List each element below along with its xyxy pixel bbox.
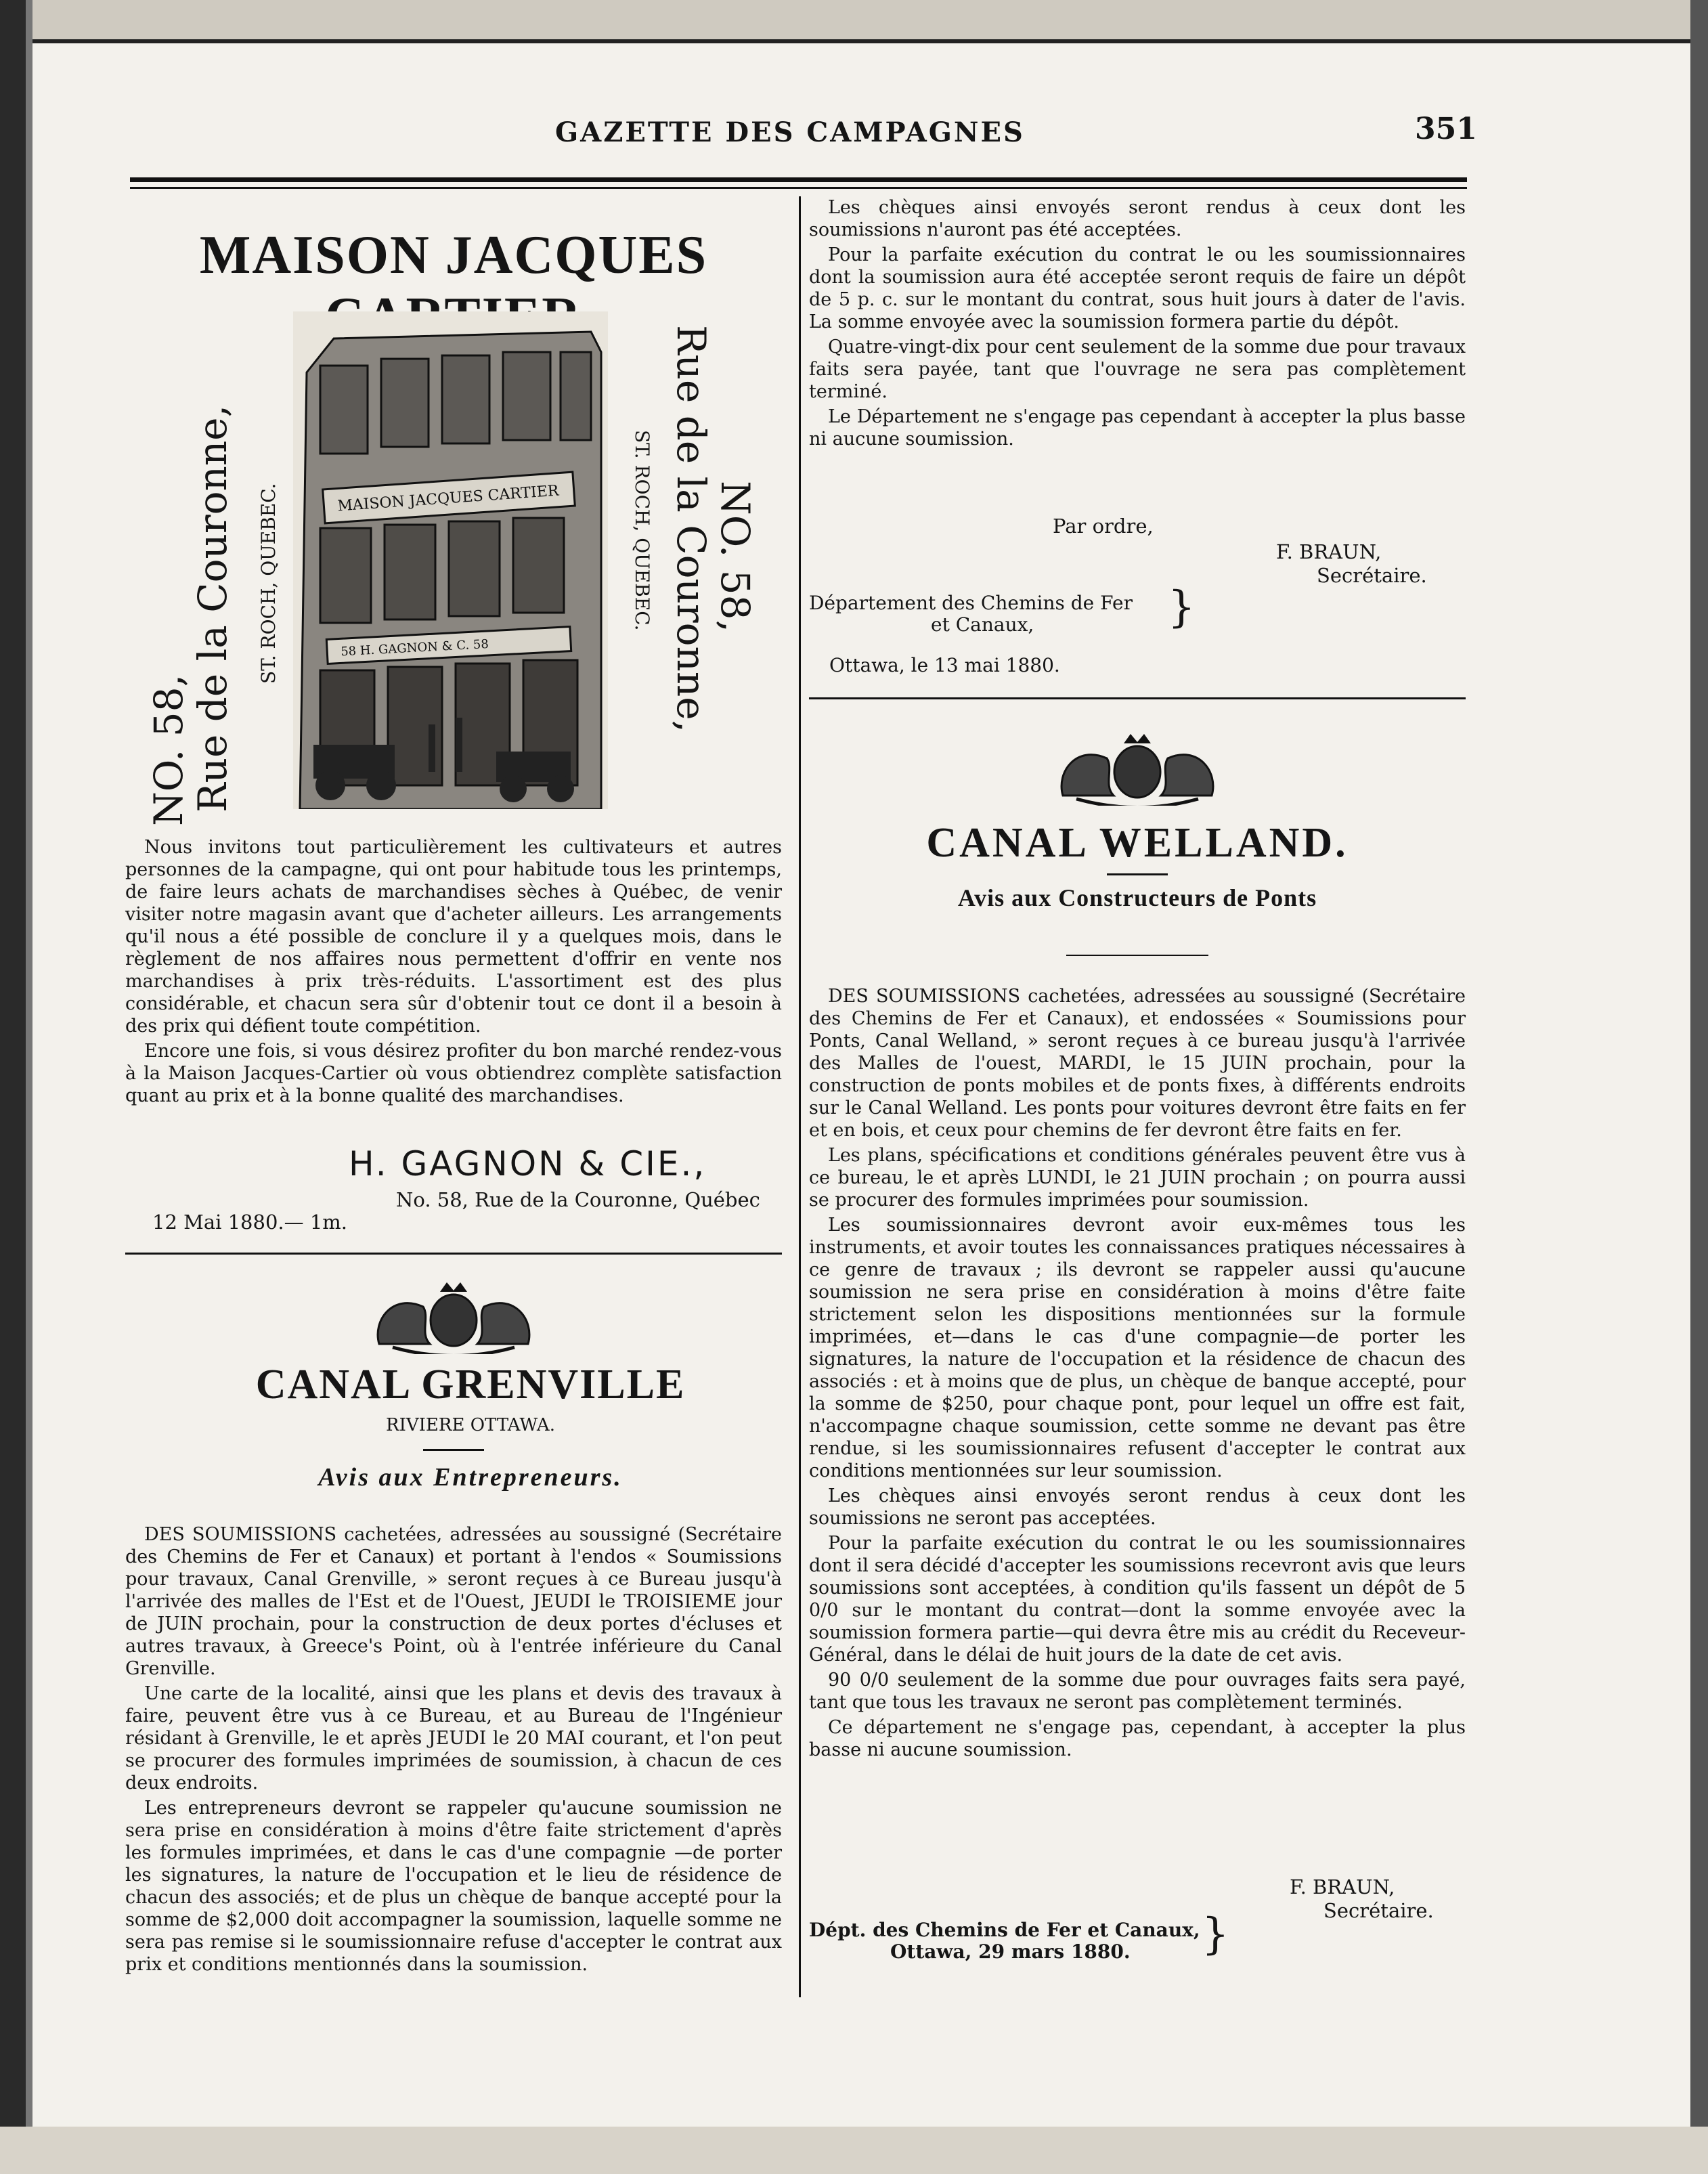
right-section-rule <box>809 697 1466 699</box>
grenville-paragraph-2: Une carte de la localité, ainsi que les plans et devis des travaux à faire, peuvent être vus à ce Bureau, et au Bureau de l'Ingénieur résidant à Grenville, le et après JEUDI le 20 MAI courant, et l'on peut se procurer des formules imprimées de soumission, à chacun de ces deux endroits. <box>125 1683 782 1793</box>
header-rule-thick <box>130 177 1467 182</box>
scan-right-border <box>1690 0 1708 2174</box>
scan-bottom-margin <box>0 2127 1708 2174</box>
maison-title: MAISON JACQUES <box>199 225 708 285</box>
place-date-2: Ottawa, 29 mars 1880. <box>890 1940 1131 1963</box>
grenville-paragraph-1: DES SOUMISSIONS cachetées, adressées au soussigné (Secrétaire des Chemins de Fer et Canaux) et portant à l'endos « Soumissions pour travaux, Canal Grenville, » seront reçues à ce Bureau jusqu'à l'arrivée des malles de l'Est et de l'Ouest, JEUDI le TROISIEME jour de JUIN prochain, pour la construction de deux portes d'écluses et autres travaux, à Greece's Point, où à l'entrée inférieure du Canal Grenville. <box>125 1524 782 1679</box>
column-divider <box>799 196 801 1997</box>
welland-paragraph-3: Les soumissionnaires devront avoir eux-mêmes tous les instruments, et avoir toutes les connaissances pratiques nécessaires à ce genre de travaux ; ils devront se rappeler aussi qu'aucune soumission ne sera prise en considération à moins d'être faite strictement selon les dispositions mentionnées sur la formule imprimées, et—dans le cas d'une compagnie—de porter les signatures, la nature de l'occupation et la résidence de chacun des associés : et à moins que de plus, un chèque de banque accepté, pour la somme de $250, pour chaque pont, pour lequel un offre est fait, n'accompagne chaque soumission, cette somme ne devant pas être rendue, si les soumissionnaires refusent d'accepter le contrat aux conditions mentionnées sur leur soumission. <box>809 1215 1466 1481</box>
grenville-heading: Avis aux Entrepreneurs. <box>318 1463 623 1492</box>
right-top-paragraph-4: Le Département ne s'engage pas cependant à accepter la plus basse ni aucune soumission. <box>809 406 1466 450</box>
maison-date: 12 Mai 1880.— 1m. <box>152 1211 348 1234</box>
royal-crest-grenville <box>366 1280 542 1354</box>
page-number: 351 <box>1415 112 1477 146</box>
welland-body <box>809 985 1466 1761</box>
engraving-sign-upper: MAISON JACQUES CARTIER <box>336 482 560 515</box>
welland-paragraph-4: Les chèques ainsi envoyés seront rendus à ceux dont les soumissions ne seront pas acceptées. <box>809 1485 1466 1529</box>
welland-paragraph-7: Ce département ne s'engage pas, cependant, à accepter la plus basse ni aucune soumission. <box>809 1717 1466 1760</box>
department-bracket-2: } <box>1202 1909 1229 1959</box>
royal-crest-welland <box>1049 731 1225 806</box>
right-top-paragraph-1: Les chèques ainsi envoyés seront rendus à ceux dont les soumissions n'auront pas été acceptées. <box>809 197 1466 240</box>
welland-paragraph-5: Pour la parfaite exécution du contrat le ou les soumissionnaires dont il sera décidé d'accepter les soumissions recevront avis que leurs soumissions sont acceptées, à condition qu'ils fassent un dépôt de 5 0/0 sur le montant du contrat—dont la somme envoyée avec la soumission formera partie—qui devra être mis au crédit du Receveur-Général, dans le délai de huit jours de la date de cet avis. <box>809 1533 1466 1666</box>
maison-paragraph-1: Nous invitons tout particulièrement les cultivateurs et autres personnes de la campagne, qui ont pour habitude tous les printemps, de faire leurs achats de marchandises sèches à Québec, de venir visiter notre magasin avant que d'acheter ailleurs. Les arrangements qu'il nous a été possible de conclure il y a quelques mois, dans le règlement de nos affaires nous permettent d'offrir en vente nos marchandises à prix très-réduits. L'assortiment est des plus considérable, et chacun sera sûr d'obtenir tout ce dont il a besoin à des prix qui défient toute compétition. <box>125 837 782 1037</box>
signature-braun-2: F. BRAUN, <box>1290 1875 1395 1898</box>
signature-braun-1: F. BRAUN, <box>1276 540 1382 563</box>
left-section-rule <box>125 1253 782 1255</box>
scan-top-border <box>0 39 1708 43</box>
department-line-2: et Canaux, <box>931 613 1034 636</box>
side-city-right: ST. ROCH, QUEBEC. <box>631 430 653 631</box>
welland-paragraph-1: DES SOUMISSIONS cachetées, adressées au soussigné (Secrétaire des Chemins de Fer et Canaux), et endossées « Soumissions pour Ponts, Canal Welland, » seront reçues à ce bureau jusqu'à l'arrivée des Malles de l'ouest, MARDI, le 15 JUIN prochain, pour la construction de ponts mobiles et de ponts fixes, à différents endroits sur le Canal Welland. Les ponts pour voitures devront être faits en fer et en bois, et ceux pour chemins de fer devront être faits en fer. <box>809 986 1466 1141</box>
welland-rule <box>1107 873 1168 875</box>
scan-left-border-inner <box>26 0 32 2174</box>
side-number-left: NO. 58, <box>146 674 192 826</box>
scan-left-border <box>0 0 26 2174</box>
department-block-1 <box>809 592 1133 636</box>
par-ordre: Par ordre, <box>1053 515 1154 538</box>
department-line-3: Dépt. des Chemins de Fer et Canaux, <box>809 1919 1200 1941</box>
place-date-1: Ottawa, le 13 mai 1880. <box>829 654 1060 676</box>
department-line-1: Département des Chemins de Fer <box>809 592 1133 614</box>
page-header-title: GAZETTE DES CAMPAGNES <box>555 116 1025 148</box>
department-block-2 <box>809 1919 1200 1963</box>
grenville-title: CANAL GRENVILLE <box>255 1362 686 1408</box>
grenville-subtitle: RIVIERE OTTAWA. <box>386 1415 555 1435</box>
welland-heading: Avis aux Constructeurs de Ponts <box>957 884 1317 911</box>
maison-firm-name: H. GAGNON & CIE., <box>349 1144 707 1183</box>
scan-top-margin <box>0 0 1708 39</box>
grenville-rule <box>423 1449 484 1451</box>
grenville-body <box>125 1523 782 1976</box>
side-street-left: Rue de la Couronne, <box>190 404 236 812</box>
header-rule-thin <box>130 187 1467 189</box>
building-engraving <box>293 311 608 809</box>
right-top-body <box>809 196 1466 450</box>
right-top-paragraph-2: Pour la parfaite exécution du contrat le ou les soumissionnaires dont la soumission aura été acceptée seront requis de faire un dépôt de 5 p. c. sur le montant du contrat, sous huit jours à dater de l'avis. La somme envoyée avec la soumission formera partie du dépôt. <box>809 244 1466 332</box>
welland-paragraph-6: 90 0/0 seulement de la somme due pour ouvrages faits sera payé, tant que tous les travaux ne seront pas complètement terminés. <box>809 1670 1466 1713</box>
maison-paragraph-2: Encore une fois, si vous désirez profiter du bon marché rendez-vous à la Maison Jacques-Cartier où vous obtiendrez complète satisfaction quant au prix et à la bonne qualité des marchandises. <box>125 1041 782 1106</box>
department-bracket-1: } <box>1168 582 1196 632</box>
engraving-sign-lower: 58 H. GAGNON & C. 58 <box>340 636 489 659</box>
maison-address: No. 58, Rue de la Couronne, Québec <box>396 1188 760 1211</box>
welland-title: CANAL WELLAND. <box>926 820 1349 866</box>
maison-body <box>125 836 782 1107</box>
secretaire-1: Secrétaire. <box>1317 564 1427 587</box>
side-street-right: Rue de la Couronne, <box>668 325 714 733</box>
welland-rule-2 <box>1066 955 1208 956</box>
side-number-right: NO. 58, <box>712 481 758 633</box>
welland-paragraph-2: Les plans, spécifications et conditions générales peuvent être vus à ce bureau, le et après LUNDI, le 21 JUIN prochain ; on pourra aussi se procurer des formules imprimées pour soumission. <box>809 1145 1466 1211</box>
side-city-left: ST. ROCH, QUEBEC. <box>257 483 280 684</box>
right-top-paragraph-3: Quatre-vingt-dix pour cent seulement de la somme due pour travaux faits sera payée, tant que l'ouvrage ne sera pas complètement terminé. <box>809 336 1466 402</box>
secretaire-2: Secrétaire. <box>1323 1899 1434 1922</box>
grenville-paragraph-3: Les entrepreneurs devront se rappeler qu'aucune soumission ne sera prise en considération à moins d'être faite strictement d'après les formules imprimées, et dans le cas d'une compagnie —de porter les signatures, la nature de l'occupation et le lieu de résidence de chacun des associés; et de plus un chèque de banque accepté pour la somme de $2,000 doit accompagner la soumission, laquelle somme ne sera pas remise si le soumissionnaire refuse d'accepter le contrat aux prix et conditions mentionnés dans la soumission. <box>125 1798 782 1975</box>
